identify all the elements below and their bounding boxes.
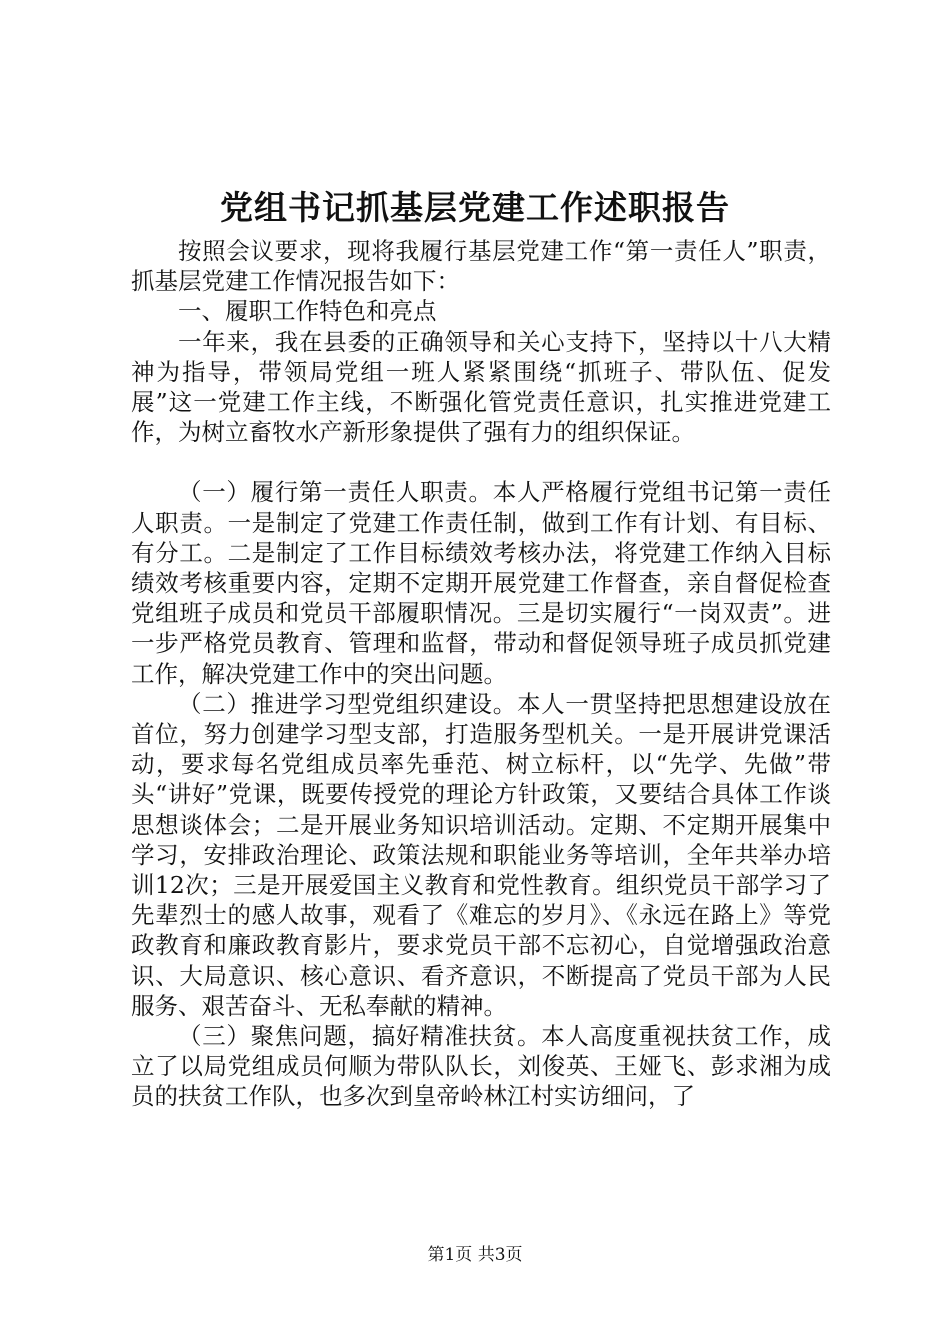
page-footer: 第1页 共3页 bbox=[427, 1245, 523, 1265]
summary-paragraph: 一年来，我在县委的正确领导和关心支持下，坚持以十八大精神为指导，带领局党组一班人紧紧围绕“抓班子、带队伍、促发展”这一党建工作主线，不断强化管党责任意识，扎实推进党建工作，为树立畜牧水产新形象提供了强有力的组织保证。 bbox=[131, 327, 831, 447]
item-two-paragraph: （二）推进学习型党组织建设。本人一贯坚持把思想建设放在首位，努力创建学习型支部，打造服务型机关。一是开展讲党课活动，要求每名党组成员率先垂范、树立标杆，以“先学、先做”带头“讲好”党课，既要传授党的理论方针政策，又要结合具体工作谈思想谈体会；二是开展业务知识培训活动。定期、不定期开展集中学习，安排政治理论、政策法规和职能业务等培训，全年共举办培训12次；三是开展爱国主义教育和党性教育。组织党员干部学习了先辈烈士的感人故事，观看了《难忘的岁月》、《永远在路上》等党政教育和廉政教育影片，要求党员干部不忘初心，自觉增强政治意识、大局意识、核心意识、看齐意识，不断提高了党员干部为人民服务、艰苦奋斗、无私奉献的精神。 bbox=[131, 689, 831, 1020]
section-heading: 一、履职工作特色和亮点 bbox=[178, 297, 437, 326]
document-title: 党组书记抓基层党建工作述职报告 bbox=[220, 188, 730, 227]
document-body bbox=[131, 236, 831, 1112]
intro-paragraph: 按照会议要求，现将我履行基层党建工作“第一责任人”职责，抓基层党建工作情况报告如下： bbox=[131, 237, 831, 296]
item-one-paragraph: （一）履行第一责任人职责。本人严格履行党组书记第一责任人职责。一是制定了党建工作责任制，做到工作有计划、有目标、有分工。二是制定了工作目标绩效考核办法，将党建工作纳入目标绩效考核重要内容，定期不定期开展党建工作督查，亲自督促检查党组班子成员和党员干部履职情况。三是切实履行“一岗双责”。进一步严格党员教育、管理和监督，带动和督促领导班子成员抓党建工作，解决党建工作中的突出问题。 bbox=[131, 478, 831, 688]
item-three-paragraph: （三）聚焦问题，搞好精准扶贫。本人高度重视扶贫工作，成立了以局党组成员何顺为带队队长，刘俊英、王娅飞、彭求湘为成员的扶贫工作队，也多次到皇帝岭林江村实访细问，了 bbox=[131, 1022, 831, 1111]
